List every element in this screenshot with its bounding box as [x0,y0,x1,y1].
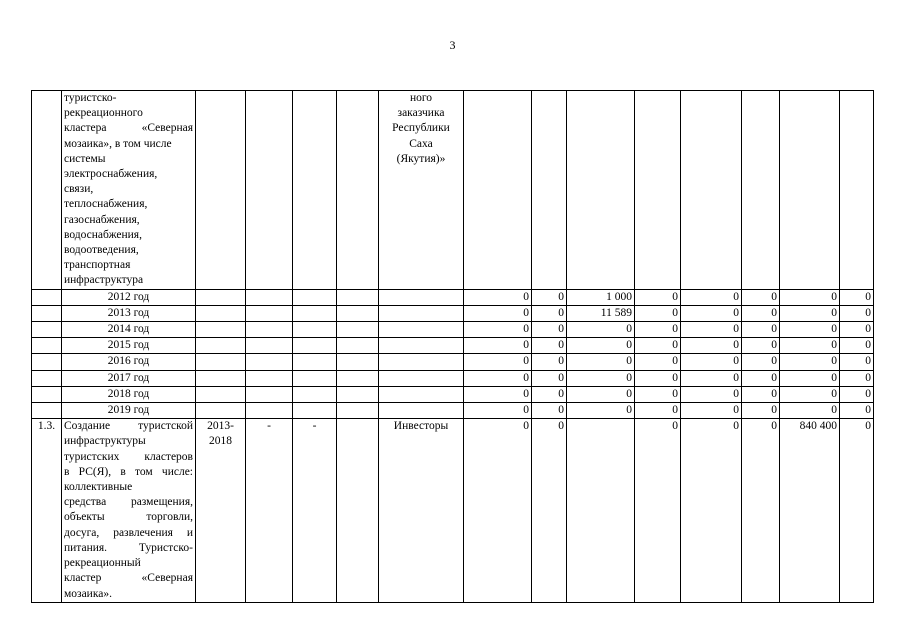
empty-cell [246,403,293,419]
year-label: 2018 год [62,386,196,402]
value-cell: 0 [464,354,532,370]
empty-cell [337,322,379,338]
value-cell: 0 [532,289,567,305]
value-cell: 0 [635,386,681,402]
customer-line: заказчика [397,107,445,120]
year-label: 2012 год [62,289,196,305]
value-cell: 0 [742,403,780,419]
empty-cell [379,289,464,305]
year-label: 2015 год [62,338,196,354]
item-1-3-row [32,419,874,602]
customer-line: Саха [409,137,433,150]
empty-cell [196,354,246,370]
value-cell: 0 [780,403,840,419]
value-cell: 0 [681,338,742,354]
program-table [31,90,874,603]
value-cell: 0 [532,322,567,338]
name-line: инфраструктуры [64,435,146,448]
value-cell: 0 [840,289,874,305]
table-row [32,354,874,370]
name-line: связи, [64,183,94,196]
empty-cell [293,322,337,338]
table-row [32,322,874,338]
empty-cell [379,403,464,419]
value-cell: 0 [681,386,742,402]
empty-cell [337,338,379,354]
empty-cell [293,370,337,386]
value-cell: 0 [780,386,840,402]
empty-cell [293,354,337,370]
name-line: мозаика». [64,587,112,600]
value-cell: 0 [681,403,742,419]
name-line: мозаика», в том числе [64,137,172,150]
value-cell: 0 [464,305,532,321]
cell-v4 [635,91,681,290]
empty-cell [293,386,337,402]
name-line: досуга, развлечения и [64,526,193,539]
empty-cell [379,386,464,402]
value-cell: 0 [635,289,681,305]
value-cell: 0 [532,370,567,386]
value-cell: 840 400 [780,419,840,602]
value-cell: 0 [464,386,532,402]
cell-v7 [780,91,840,290]
value-cell: 0 [840,322,874,338]
cell-number [32,403,62,419]
value-cell: 0 [742,289,780,305]
first-block-name [62,91,196,290]
value-cell: 0 [840,354,874,370]
value-cell: 0 [780,338,840,354]
page-number: 3 [449,38,456,52]
value-cell: 0 [742,386,780,402]
empty-cell [196,370,246,386]
table-row [32,386,874,402]
empty-cell [246,370,293,386]
value-cell: 0 [635,354,681,370]
value-cell: 0 [635,338,681,354]
cell-v2 [532,91,567,290]
item-number: 1.3. [32,419,62,602]
empty-cell [196,403,246,419]
value-cell: 0 [635,419,681,602]
cell-number [32,289,62,305]
empty-cell [246,289,293,305]
cell-c5 [293,91,337,290]
empty-cell [379,305,464,321]
period-line: 2018 [209,435,232,448]
item-name [62,419,196,602]
item-customer: Инвесторы [379,419,464,602]
name-line: рекреационный [64,557,141,570]
cell-v3 [567,91,635,290]
value-cell: 0 [681,370,742,386]
value-cell: 0 [742,338,780,354]
year-label: 2014 год [62,322,196,338]
value-cell: 0 [464,322,532,338]
empty-cell [337,386,379,402]
value-cell: 0 [532,386,567,402]
name-line: кластера «Северная [64,122,193,135]
value-cell: 0 [567,403,635,419]
item-period [196,419,246,602]
value-cell: 0 [742,370,780,386]
year-label: 2019 год [62,403,196,419]
name-line: системы [64,152,106,165]
table-row [32,370,874,386]
value-cell: 0 [635,370,681,386]
cell-v8 [840,91,874,290]
value-cell: 0 [567,386,635,402]
cell-c6 [337,91,379,290]
empty-cell [246,354,293,370]
table-row [32,338,874,354]
empty-cell [246,386,293,402]
value-cell: 0 [532,338,567,354]
cell-number [32,338,62,354]
first-block-row [32,91,874,290]
empty-cell [337,305,379,321]
empty-cell [246,305,293,321]
value-cell: 0 [681,289,742,305]
cell-v1 [464,91,532,290]
empty-cell [246,322,293,338]
empty-cell [293,289,337,305]
value-cell: 0 [840,370,874,386]
name-line: туристско- [64,92,117,104]
value-cell: 0 [567,354,635,370]
cell-period [196,91,246,290]
name-line: теплоснабжения, [64,198,148,211]
value-cell: 0 [532,354,567,370]
name-line: водоотведения, [64,244,139,257]
value-cell: 0 [532,305,567,321]
value-cell: 0 [681,419,742,602]
value-cell: 0 [780,322,840,338]
cell-c4 [246,91,293,290]
cell-v5 [681,91,742,290]
table-row [32,289,874,305]
empty-cell [293,305,337,321]
value-cell: 0 [742,322,780,338]
name-line: электроснабжения, [64,168,158,181]
empty-cell [196,338,246,354]
value-cell: 0 [464,338,532,354]
empty-cell [293,338,337,354]
value-cell: 0 [840,338,874,354]
customer-line: Республики [392,122,450,135]
empty-cell [337,354,379,370]
empty-cell [379,354,464,370]
value-cell: 0 [464,419,532,602]
value-cell [567,419,635,602]
name-line: кластер «Северная [64,572,193,585]
name-line: газоснабжения, [64,213,140,226]
value-cell: 0 [742,419,780,602]
cell-number [32,91,62,290]
year-label: 2013 год [62,305,196,321]
value-cell: 0 [635,305,681,321]
value-cell: 0 [464,403,532,419]
name-line: водоснабжения, [64,228,142,241]
name-line: Создание туристской [64,420,193,433]
item-col4: - [246,419,293,602]
table-row [32,403,874,419]
cell-number [32,322,62,338]
empty-cell [293,403,337,419]
value-cell: 0 [635,322,681,338]
year-label: 2016 год [62,354,196,370]
cell-number [32,370,62,386]
empty-cell [337,370,379,386]
first-block-customer [379,91,464,290]
value-cell: 0 [532,419,567,602]
value-cell: 0 [840,403,874,419]
empty-cell [196,305,246,321]
empty-cell [379,338,464,354]
cell-v6 [742,91,780,290]
year-label: 2017 год [62,370,196,386]
empty-cell [337,419,379,602]
value-cell: 11 589 [567,305,635,321]
empty-cell [337,403,379,419]
customer-line: ного [409,92,433,104]
period-line: 2013- [207,420,234,433]
value-cell: 0 [742,354,780,370]
cell-number [32,305,62,321]
value-cell: 0 [567,338,635,354]
customer-line: (Якутия)» [396,152,446,165]
value-cell: 0 [681,354,742,370]
value-cell: 0 [780,354,840,370]
name-line: объекты торговли, [64,511,193,524]
value-cell: 0 [532,403,567,419]
cell-number [32,386,62,402]
item-col5: - [293,419,337,602]
name-line: транспортная [64,259,131,272]
value-cell: 0 [681,322,742,338]
cell-number [32,354,62,370]
value-cell: 0 [567,322,635,338]
value-cell: 0 [635,403,681,419]
name-line: рекреационного [64,107,143,120]
value-cell: 0 [567,370,635,386]
value-cell: 0 [840,386,874,402]
table-row [32,305,874,321]
empty-cell [379,370,464,386]
value-cell: 0 [742,305,780,321]
empty-cell [246,338,293,354]
empty-cell [337,289,379,305]
value-cell: 0 [464,289,532,305]
value-cell: 0 [464,370,532,386]
value-cell: 0 [840,419,874,602]
value-cell: 0 [681,305,742,321]
name-line: в РС(Я), в том числе: [64,465,193,478]
empty-cell [196,386,246,402]
value-cell: 0 [780,370,840,386]
value-cell: 0 [780,305,840,321]
name-line: средства размещения, [64,496,193,509]
empty-cell [196,322,246,338]
empty-cell [379,322,464,338]
name-line: инфраструктура [64,274,144,287]
name-line: питания. Туристско- [64,541,193,554]
name-line: туристских кластеров [64,450,193,463]
value-cell: 0 [780,289,840,305]
name-line: коллективные [64,481,133,494]
empty-cell [196,289,246,305]
value-cell: 0 [840,305,874,321]
value-cell: 1 000 [567,289,635,305]
